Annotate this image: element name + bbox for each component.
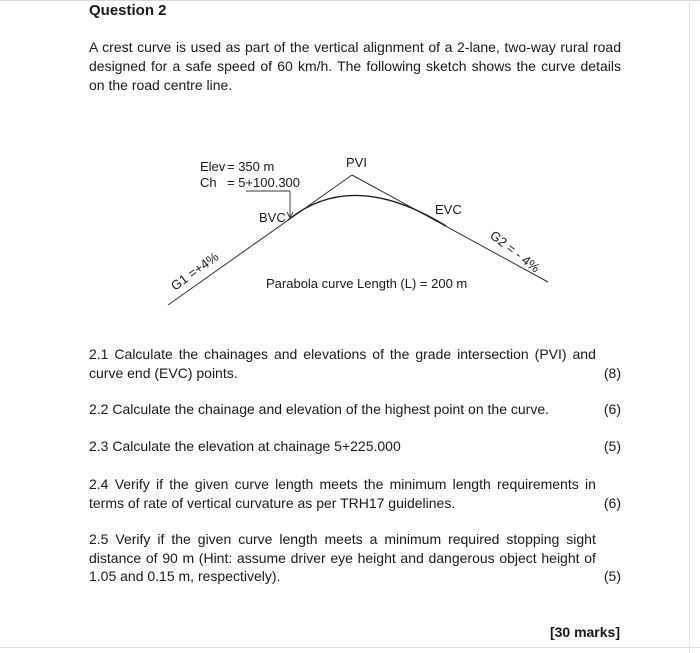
elev-value: = 350 m (227, 159, 275, 174)
elev-label: Elev (200, 159, 226, 174)
g1-label: G1 =+4% (167, 249, 222, 294)
bvc-label: BVC (259, 210, 286, 225)
question-marks: (5) (603, 568, 621, 584)
question-2-4 (89, 475, 621, 512)
parabola-length-label: Parabola curve Length (L) = 200 m (266, 276, 468, 291)
question-text: 2.1 Calculate the chainages and elevations of the grade intersection (PVI) and curve end (EVC) points. (89, 346, 596, 381)
pvi-label: PVI (346, 155, 367, 170)
question-2-2 (89, 400, 621, 419)
question-text: 2.3 Calculate the elevation at chainage 5+225.000 (89, 438, 401, 454)
question-2-1 (89, 345, 621, 382)
parabola-curve (288, 195, 446, 226)
question-2-5 (89, 530, 621, 586)
question-title: Question 2 (89, 2, 167, 19)
g2-label: G2 = - 4% (487, 227, 543, 276)
ch-label: Ch (200, 175, 217, 190)
question-text: 2.4 Verify if the given curve length meets the minimum length requirements in terms of rate of vertical curvature as per TRH17 guidelines. (89, 476, 596, 511)
question-2-3 (89, 437, 621, 456)
question-marks: (5) (603, 438, 621, 454)
evc-label: EVC (435, 202, 462, 217)
question-marks: (6) (603, 494, 621, 511)
question-text: 2.5 Verify if the given curve length meets a minimum required stopping sight distance of 90 m (Hint: assume driver eye height and dangerous object height of 1.05 and 0.15 m, respectively). (89, 531, 596, 584)
question-intro: A crest curve is used as part of the vertical alignment of a 2-lane, two-way rural road designed for a safe speed of 60 km/h. The following sketch shows the curve details on the road centre line. (89, 39, 621, 93)
question-marks: (6) (603, 401, 621, 417)
g2-tangent-line (352, 175, 548, 282)
total-marks: [30 marks] (549, 624, 620, 640)
question-marks: (8) (603, 364, 621, 381)
question-text: 2.2 Calculate the chainage and elevation of the highest point on the curve. (89, 401, 549, 417)
ch-value: = 5+100.300 (227, 175, 301, 190)
